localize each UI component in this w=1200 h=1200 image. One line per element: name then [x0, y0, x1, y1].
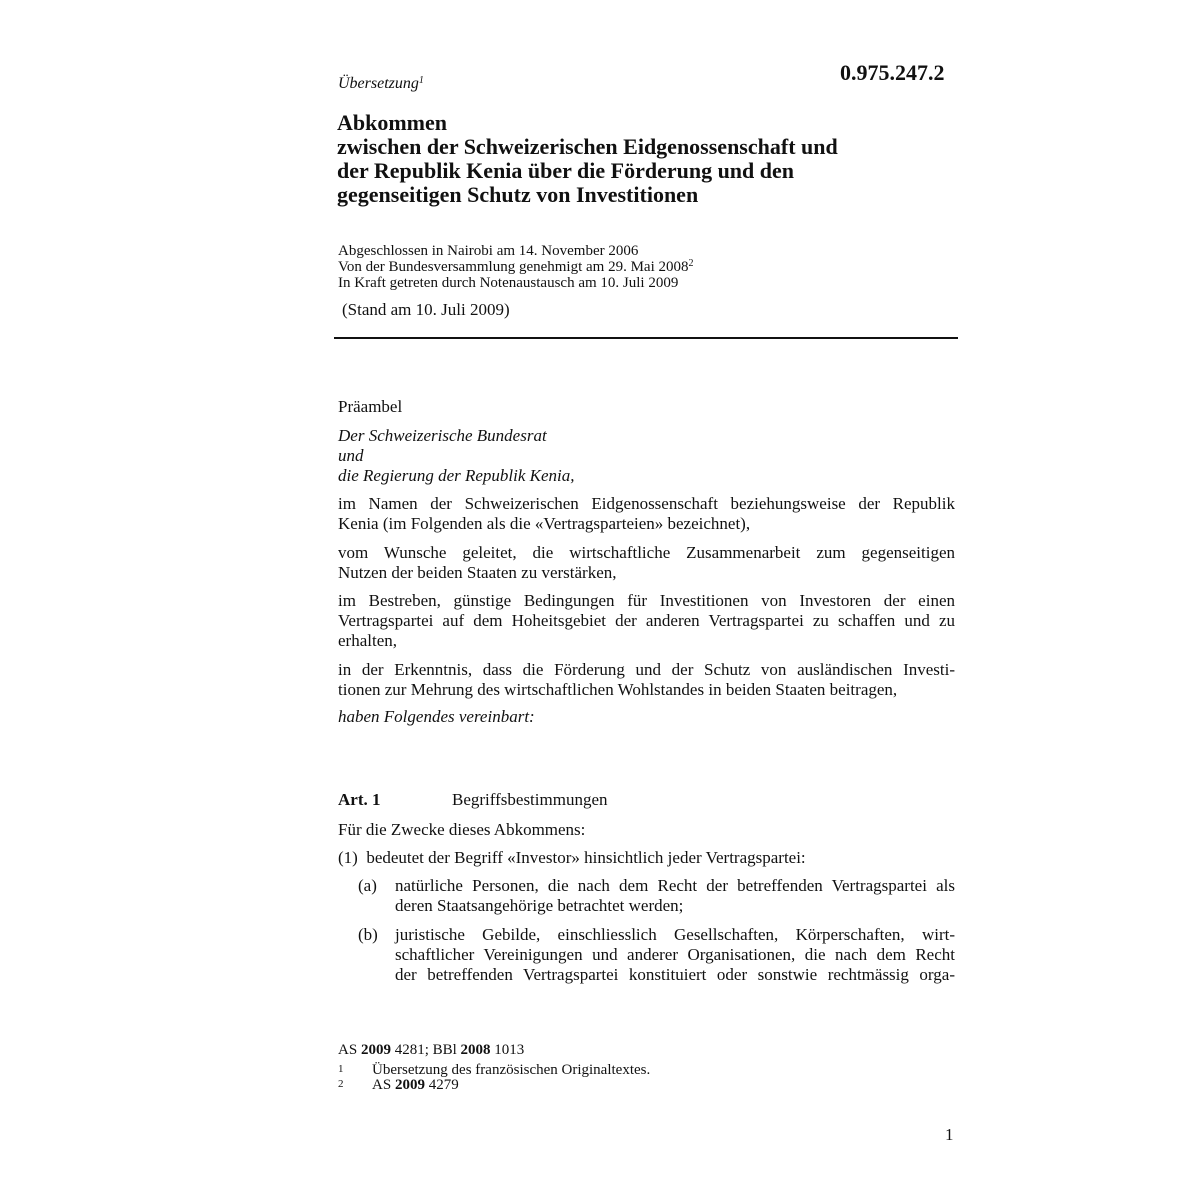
document-metadata: [338, 243, 694, 291]
paragraph-line: in der Erkenntnis, dass die Förderung und der Schutz von ausländischen Investi-: [338, 660, 955, 679]
preamble-closing: haben Folgendes vereinbart:: [338, 707, 535, 726]
footnote-year: 2009: [394, 1077, 425, 1093]
footnotes: [338, 1043, 650, 1093]
title-line: der Republik Kenia über die Förderung und den: [337, 158, 795, 183]
article-title: Begriffsbestimmungen: [452, 790, 608, 809]
footnote-ref-1[interactable]: 1: [418, 75, 424, 86]
source-end: 1013: [490, 1042, 525, 1058]
page-number: 1: [945, 1125, 954, 1144]
title-line: Abkommen: [337, 110, 448, 135]
in-force-date: In Kraft getreten durch Notenaustausch am 10. Juli 2009: [338, 275, 679, 291]
subclause-line: deren Staatsangehörige betrachtet werden;: [395, 896, 684, 915]
preamble-paragraph: [338, 591, 955, 651]
document-title: [337, 111, 957, 207]
subclause-line: schaftlicher Vereinigungen und anderer Organisationen, die nach dem Recht: [395, 945, 955, 964]
subclause-line: natürliche Personen, die nach dem Recht der betreffenden Vertragspartei als: [395, 876, 955, 895]
preamble-parties: [338, 426, 575, 486]
article-number: Art. 1: [338, 790, 381, 809]
paragraph-line: Nutzen der beiden Staaten zu verstärken,: [338, 563, 617, 582]
preamble-heading: Präambel: [338, 397, 403, 416]
sr-number: 0.975.247.2: [840, 60, 945, 85]
footnote-text: Übersetzung des französischen Originaltextes.: [372, 1062, 651, 1078]
paragraph-line: im Namen der Schweizerischen Eidgenossenschaft beziehungsweise der Republik: [338, 494, 955, 513]
clause-1: (1) bedeutet der Begriff «Investor» hinsichtlich jeder Vertragspartei:: [338, 848, 806, 867]
preamble-paragraph: [338, 660, 955, 700]
footnote-text: [372, 1078, 459, 1093]
footnote-ref-2[interactable]: 2: [688, 258, 694, 269]
subclause-line: juristische Gebilde, einschliesslich Gesellschaften, Körperschaften, wirt-: [395, 925, 955, 944]
source-as-year: 2009: [360, 1042, 391, 1058]
concluded-date: Abgeschlossen in Nairobi am 14. November 2006: [338, 243, 639, 259]
source-mid: 4281; BBl: [390, 1042, 461, 1058]
source-prefix: AS: [338, 1042, 361, 1058]
approval-date: Von der Bundesversammlung genehmigt am 29. Mai 2008: [338, 259, 689, 275]
preamble-paragraph: [338, 494, 955, 534]
subclause-a-label: (a): [358, 876, 377, 895]
source-reference: [338, 1043, 650, 1058]
status-date: (Stand am 10. Juli 2009): [342, 300, 510, 319]
paragraph-line: Vertragspartei auf dem Hoheitsgebiet der anderen Vertragspartei zu schaffen und zu: [338, 611, 955, 630]
title-line: zwischen der Schweizerischen Eidgenossenschaft und: [337, 134, 838, 159]
footnote-mark: 2: [338, 1078, 344, 1090]
subclause-line: der betreffenden Vertragspartei konstituiert oder sonstwie rechtmässig orga-: [395, 965, 955, 984]
party-line: und: [338, 446, 364, 465]
translation-label-text: Übersetzung: [338, 75, 419, 92]
translation-label: [338, 75, 424, 93]
subclause-b-text: [395, 925, 955, 985]
footnote-end: 4279: [424, 1077, 459, 1093]
subclause-a-text: [395, 876, 955, 916]
paragraph-line: vom Wunsche geleitet, die wirtschaftliche Zusammenarbeit zum gegenseitigen: [338, 543, 955, 562]
title-line: gegenseitigen Schutz von Investitionen: [337, 182, 699, 207]
footnote-prefix: AS: [372, 1077, 395, 1093]
subclause-b-label: (b): [358, 925, 378, 944]
paragraph-line: erhalten,: [338, 631, 397, 650]
footnote-mark: 1: [338, 1063, 344, 1075]
paragraph-line: im Bestreben, günstige Bedingungen für Investitionen von Investoren der einen: [338, 591, 955, 610]
party-line: die Regierung der Republik Kenia,: [338, 466, 575, 485]
footnote-2: [338, 1078, 650, 1093]
header-divider: [334, 337, 958, 339]
paragraph-line: tionen zur Mehrung des wirtschaftlichen Wohlstandes in beiden Staaten beitragen,: [338, 680, 898, 699]
party-line: Der Schweizerische Bundesrat: [338, 426, 547, 445]
approval-line: [338, 259, 694, 275]
preamble-paragraph: [338, 543, 955, 583]
article-intro: Für die Zwecke dieses Abkommens:: [338, 820, 586, 839]
source-bbl-year: 2008: [460, 1042, 491, 1058]
footnote-1: [338, 1063, 650, 1078]
paragraph-line: Kenia (im Folgenden als die «Vertragsparteien» bezeichnet),: [338, 514, 751, 533]
